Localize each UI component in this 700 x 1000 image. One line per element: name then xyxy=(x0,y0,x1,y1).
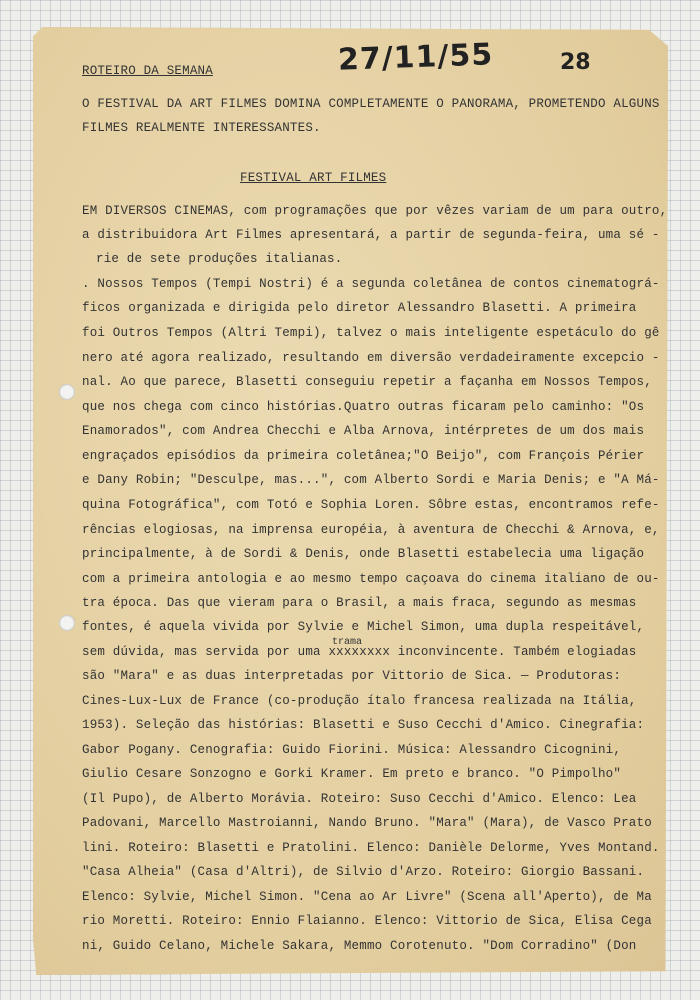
body-line: EM DIVERSOS CINEMAS, com programações que por vêzes variam de um para outro, xyxy=(82,204,668,218)
body-line: rio Moretti. Roteiro: Ennio Flaianno. Elenco: Vittorio de Sica, Elisa Cega xyxy=(82,914,652,928)
body-line: principalmente, à de Sordi & Denis, onde Blasetti estabelecia uma ligação xyxy=(82,547,645,561)
body-line: com a primeira antologia e ao mesmo tempo caçoava do cinema italiano de ou- xyxy=(82,572,660,586)
body-line: engraçados episódios da primeira coletânea;"O Beijo", com François Périer xyxy=(82,449,645,463)
body-line: Padovani, Marcello Mastroianni, Nando Bruno. "Mara" (Mara), de Vasco Prato xyxy=(82,816,652,830)
body-line: nero até agora realizado, resultando em diversão verdadeiramente excepcio - xyxy=(82,351,660,365)
punch-hole-top xyxy=(59,384,75,400)
lead-line-2: FILMES REALMENTE INTERESSANTES. xyxy=(82,121,321,135)
body-line: rie de sete produções italianas. xyxy=(96,252,343,266)
body-line: "Casa Alheia" (Casa d'Altri), de Silvio d'Arzo. Roteiro: Giorgio Bassani. xyxy=(82,865,645,879)
body-line: Giulio Cesare Sonzogno e Gorki Kramer. Em preto e branco. "O Pimpolho" xyxy=(82,767,622,781)
body-line: Gabor Pogany. Cenografia: Guido Fiorini. Música: Alessandro Cicognini, xyxy=(82,743,622,757)
body-line: ficos organizada e dirigida pelo diretor Alessandro Blasetti. A primeira xyxy=(82,301,637,315)
body-line: ni, Guido Celano, Michele Sakara, Memmo Corotenuto. "Dom Corradino" (Don xyxy=(82,939,637,953)
body-line: nal. Ao que parece, Blasetti conseguiu repetir a façanha em Nossos Tempos, xyxy=(82,375,652,389)
body-line: que nos chega com cinco histórias.Quatro outras ficaram pelo caminho: "Os xyxy=(82,400,645,414)
handwritten-page-number: 28 xyxy=(560,50,591,75)
body-line: lini. Roteiro: Blasetti e Pratolini. Elenco: Danièle Delorme, Yves Montand. xyxy=(82,841,660,855)
body-line: são "Mara" e as duas interpretadas por Vittorio de Sica. — Produtoras: xyxy=(82,669,622,683)
body-line: (Il Pupo), de Alberto Morávia. Roteiro: Suso Cecchi d'Amico. Elenco: Lea xyxy=(82,792,637,806)
body-line: 1953). Seleção das histórias: Blasetti e Suso Cecchi d'Amico. Cinegrafia: xyxy=(82,718,645,732)
body-line: fontes, é aquela vivida por Sylvie e Michel Simon, uma dupla respeitável, xyxy=(82,620,645,634)
body-line: . Nossos Tempos (Tempi Nostri) é a segunda coletânea de contos cinematográ- xyxy=(82,277,660,291)
body-line: tra época. Das que vieram para o Brasil, a mais fraca, segundo as mesmas xyxy=(82,596,637,610)
body-line: a distribuidora Art Filmes apresentará, a partir de segunda-feira, uma sé - xyxy=(82,228,660,242)
body-line: sem dúvida, mas servida por uma xxxxxxxx inconvincente. Também elogiadas xyxy=(82,645,637,659)
handwritten-date: 27/11/55 xyxy=(337,37,494,78)
interlinear-insert: trama xyxy=(332,637,363,648)
lead-line-1: O FESTIVAL DA ART FILMES DOMINA COMPLETAMENTE O PANORAMA, PROMETENDO ALGUNS xyxy=(82,97,660,111)
body-line: e Dany Robin; "Desculpe, mas...", com Alberto Sordi e Maria Denis; e "A Má- xyxy=(82,473,660,487)
punch-hole-bottom xyxy=(59,615,75,631)
heading: ROTEIRO DA SEMANA xyxy=(82,64,213,78)
body-line: Elenco: Sylvie, Michel Simon. "Cena ao Ar Livre" (Scena all'Aperto), de Ma xyxy=(82,890,652,904)
section-title: FESTIVAL ART FILMES xyxy=(240,171,387,185)
body-line: Enamorados", com Andrea Checchi e Alba Arnova, intérpretes de um dos mais xyxy=(82,424,645,438)
body-line: rências elogiosas, na imprensa européia, à aventura de Checchi & Arnova, e, xyxy=(82,523,660,537)
body-line: Cines-Lux-Lux de France (co-produção ítalo francesa realizada na Itália, xyxy=(82,694,637,708)
body-line: quina Fotográfica", com Totó e Sophia Loren. Sôbre estas, encontramos refe- xyxy=(82,498,660,512)
body-line: foi Outros Tempos (Altri Tempi), talvez o mais inteligente espetáculo do gê xyxy=(82,326,660,340)
